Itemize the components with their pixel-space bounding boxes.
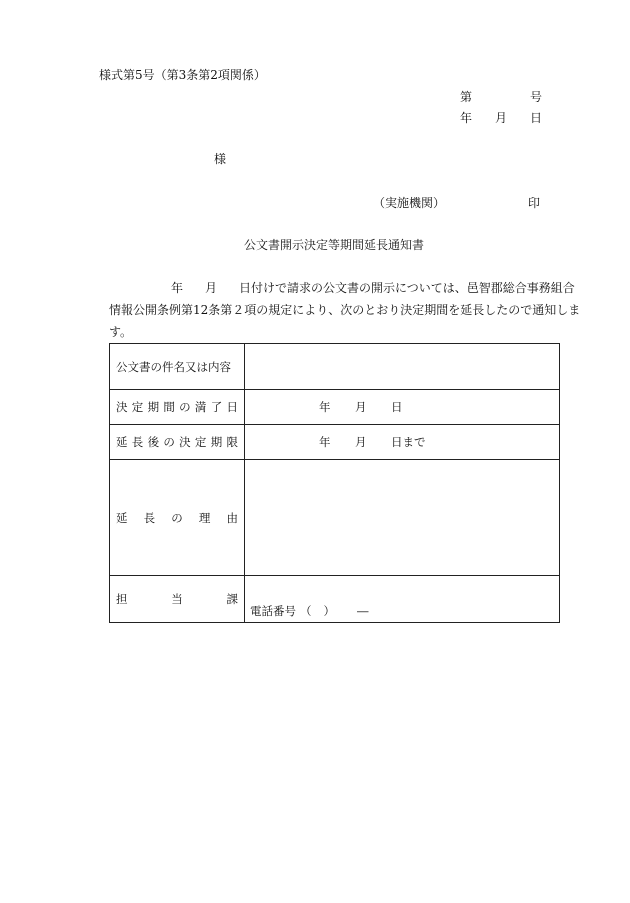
phone-label: 電話番号 — [250, 604, 296, 618]
label-char: 日 — [226, 400, 238, 414]
body-month: 月 — [205, 281, 218, 295]
body-year: 年 — [171, 281, 184, 295]
label-char: 理 — [198, 510, 211, 525]
label-char: 期 — [210, 435, 223, 449]
label-char: 担 — [116, 592, 128, 606]
label-char: 決 — [179, 435, 191, 449]
label-char: の — [171, 510, 183, 525]
extended-deadline-year: 年 — [319, 435, 331, 449]
label-char: の — [163, 435, 175, 449]
body-line1-text: 日付けで請求の公文書の開示については、邑智郡総合事務組合 — [239, 281, 575, 295]
issue-date-day: 日 — [530, 111, 543, 125]
phone-paren-close: ） — [323, 604, 335, 618]
label-char: 間 — [163, 400, 175, 414]
label-original-deadline — [110, 390, 245, 425]
label-char: 限 — [226, 435, 238, 449]
body-line-1 — [109, 277, 575, 299]
value-document-subject — [245, 344, 560, 390]
label-char: 定 — [131, 400, 144, 414]
document-number-prefix: 第 — [460, 90, 473, 104]
label-char: 当 — [171, 592, 183, 606]
value-extension-reason — [245, 460, 560, 576]
label-char: の — [179, 400, 191, 414]
label-char: 由 — [226, 510, 238, 525]
issuer-label: （実施機関） — [373, 196, 446, 210]
addressee-suffix: 様 — [214, 152, 227, 166]
document-number-suffix: 号 — [530, 90, 543, 104]
label-responsible-section — [110, 576, 245, 623]
details-table — [109, 343, 560, 623]
label-char: 期 — [147, 400, 160, 414]
original-deadline-day: 日 — [391, 400, 403, 414]
row-original-deadline — [110, 390, 560, 425]
phone-number-field — [245, 579, 559, 619]
phone-paren-open: （ — [300, 604, 312, 618]
body-line-3: す。 — [109, 325, 133, 339]
label-extended-deadline — [110, 425, 245, 460]
issue-date-year: 年 — [460, 111, 473, 125]
label-char: 後 — [147, 435, 160, 449]
label-char: 長 — [143, 510, 156, 525]
issue-date-month: 月 — [495, 111, 508, 125]
extended-deadline-day: 日まで — [391, 435, 426, 449]
original-deadline-year: 年 — [319, 400, 331, 414]
row-extended-deadline — [110, 425, 560, 460]
label-document-subject: 公文書の件名又は内容 — [110, 344, 245, 390]
label-char: 決 — [116, 400, 128, 414]
extended-deadline-month: 月 — [355, 435, 367, 449]
document-title: 公文書開示決定等期間延長通知書 — [244, 238, 425, 252]
value-responsible-section — [245, 576, 560, 623]
notice-body — [109, 277, 581, 343]
label-char: 了 — [210, 400, 223, 414]
body-line-2: 情報公開条例第12条第２項の規定により、次のとおり決定期間を延長したので通知しま — [109, 303, 581, 317]
label-char: 満 — [194, 400, 207, 414]
label-char: 定 — [194, 435, 207, 449]
label-extension-reason — [110, 460, 245, 576]
form-number-label: 様式第5号（第3条第2項関係） — [99, 68, 266, 82]
original-deadline-month: 月 — [355, 400, 367, 414]
label-char: 課 — [226, 592, 238, 606]
label-char: 長 — [131, 435, 144, 449]
label-char: 延 — [116, 435, 128, 449]
value-extended-deadline — [245, 425, 560, 460]
label-char: 延 — [116, 510, 128, 525]
row-document-subject — [110, 344, 560, 390]
seal-mark: 印 — [528, 196, 541, 210]
row-extension-reason — [110, 460, 560, 576]
row-responsible-section — [110, 576, 560, 623]
phone-dash: ― — [357, 604, 369, 618]
value-original-deadline — [245, 390, 560, 425]
